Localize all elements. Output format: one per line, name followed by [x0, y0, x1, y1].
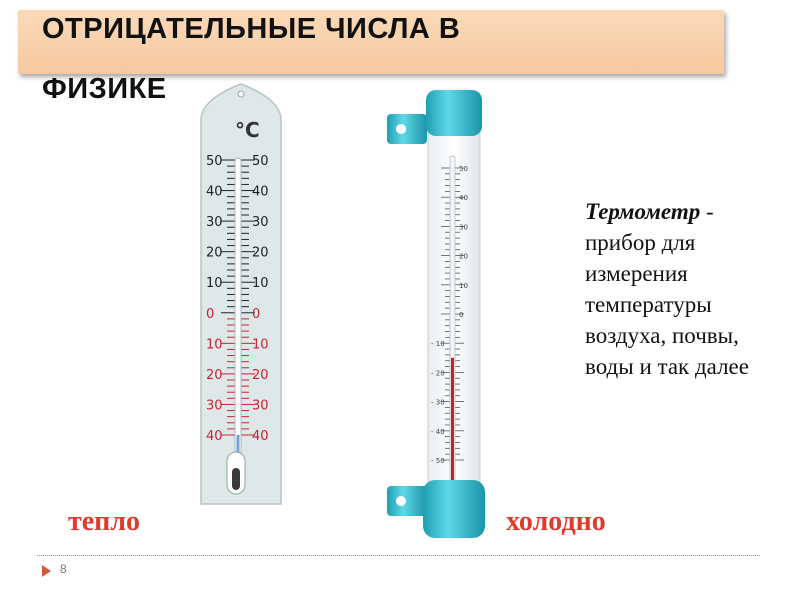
- tick-label: - 40: [431, 427, 445, 436]
- tick-label: 30: [252, 215, 269, 231]
- definition-separator: -: [700, 199, 714, 224]
- tick-label: 30: [459, 223, 468, 232]
- tick-label: 10: [252, 337, 269, 353]
- slide-title-continued: ФИЗИКЕ: [42, 73, 167, 105]
- tick-label: 0: [252, 306, 261, 322]
- tick-label: - 30: [431, 398, 445, 407]
- unit-label: °C: [235, 118, 260, 142]
- tick-label: 40: [206, 184, 223, 200]
- bottom-cap: [423, 480, 485, 538]
- tick-label: 30: [206, 215, 223, 231]
- label-warm: тепло: [68, 506, 141, 537]
- mount-hole: [396, 124, 406, 134]
- page-number: 8: [60, 562, 67, 576]
- tick-label: 50: [206, 154, 223, 169]
- tick-label: 40: [252, 429, 269, 444]
- tick-label: 30: [252, 398, 269, 414]
- mount-hole: [396, 496, 406, 506]
- definition-text: [585, 196, 785, 382]
- tick-label: 20: [206, 245, 223, 261]
- tick-label: 0: [206, 306, 215, 322]
- mount-tab-bottom: [387, 486, 427, 516]
- slide-arrow-icon: [42, 565, 51, 577]
- tick-label: - 20: [431, 369, 445, 378]
- tick-label: 0: [459, 311, 464, 319]
- tick-label: 10: [206, 337, 223, 353]
- tick-label: 40: [206, 429, 223, 444]
- top-cap: [426, 90, 482, 136]
- slide-title: ОТРИЦАТЕЛЬНЫЕ ЧИСЛА В: [42, 13, 461, 45]
- tick-label: 50: [252, 154, 269, 169]
- liquid-column: [451, 358, 454, 484]
- tick-label: 40: [459, 194, 468, 203]
- tick-label: 10: [206, 276, 223, 292]
- tick-label: - 10: [431, 340, 445, 349]
- thermometer-cold: [383, 86, 495, 546]
- glass-tube: [235, 158, 241, 458]
- tick-label: 10: [252, 276, 269, 292]
- bulb-fill: [232, 468, 240, 490]
- tick-label: 20: [459, 252, 468, 261]
- definition-term: Термометр: [585, 199, 701, 224]
- thermometer-warm: [195, 80, 287, 510]
- tick-label: 20: [252, 367, 269, 383]
- tick-label: - 50: [431, 457, 445, 465]
- tick-label: 20: [252, 245, 269, 261]
- tick-label: 40: [252, 184, 269, 200]
- definition-body: прибор для измерения температуры воздуха, почвы, воды и так далее: [585, 230, 749, 379]
- tick-label: 50: [459, 165, 468, 173]
- tick-label: 10: [459, 281, 468, 290]
- tick-label: 20: [206, 367, 223, 383]
- mount-tab-top: [387, 114, 427, 144]
- footer-divider: [37, 555, 760, 556]
- label-cold: холодно: [506, 506, 606, 537]
- tick-label: 30: [206, 398, 223, 414]
